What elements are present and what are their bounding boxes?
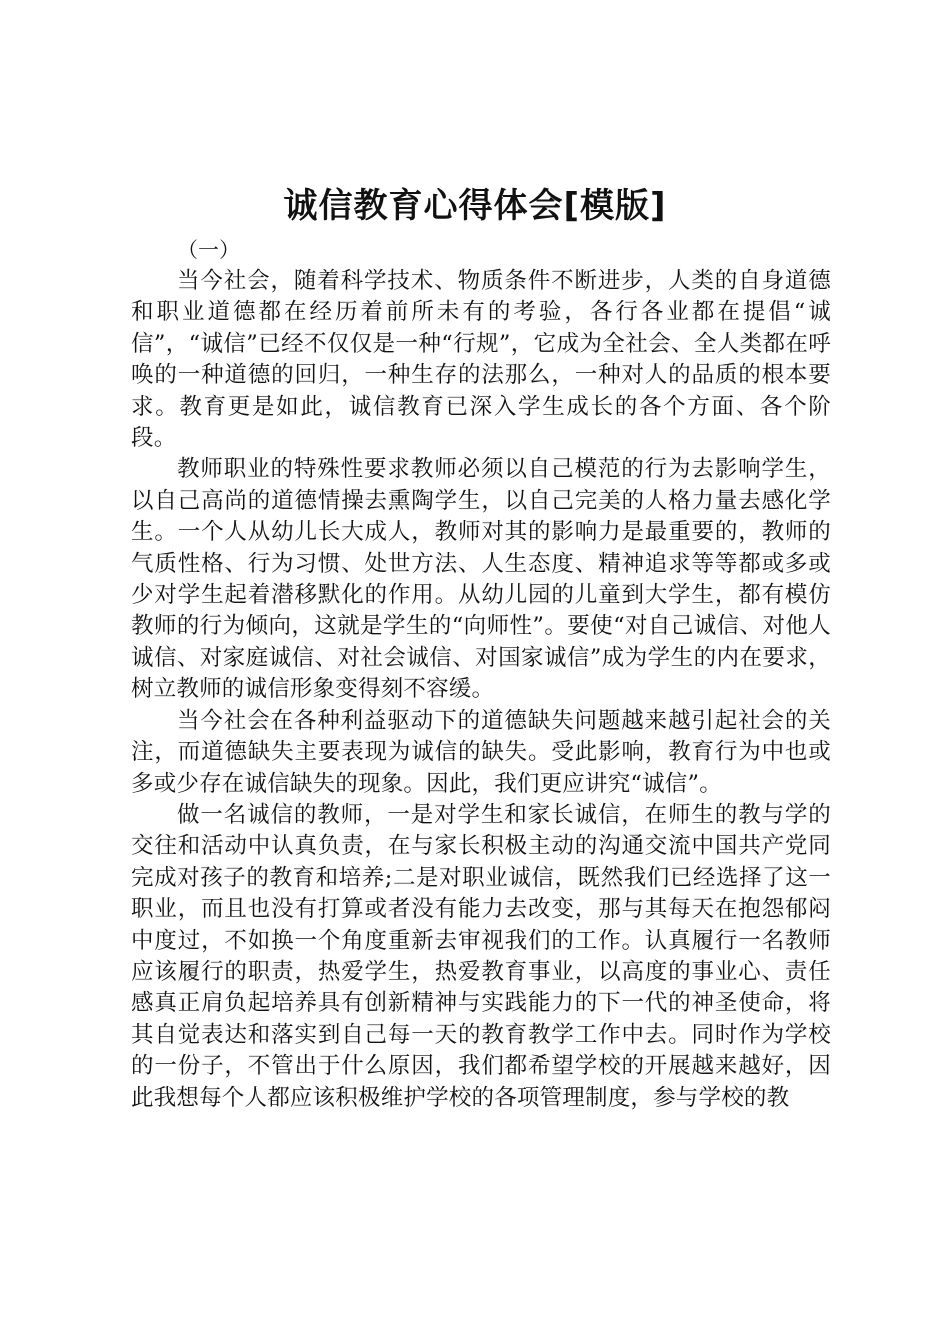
paragraph-2: 教师职业的特殊性要求教师必须以自己模范的行为去影响学生，以自己高尚的道德情操去熏陶学生，以自己完美的人格力量去感化学生。一个人从幼儿长大成人，教师对其的影响力是最重要的，教师的气质性格、行为习惯、处世方法、人生态度、精神追求等等都或多或少对学生起着潜移默化的作用。从幼儿园的儿童到大学生，都有模仿教师的行为倾向，这就是学生的“向师性”。要使“对自己诚信、对他人诚信、对家庭诚信、对社会诚信、对国家诚信”成为学生的内在要求，树立教师的诚信形象变得刻不容缓。 [131,456,831,703]
document-title: 诚信教育心得体会[模版] [283,186,667,226]
paragraph-4: 做一名诚信的教师，一是对学生和家长诚信，在师生的教与学的交往和活动中认真负责，在与家长积极主动的沟通交流中国共产党同完成对孩子的教育和培养;二是对职业诚信，既然我们已经选择了这一职业，而且也没有打算或者没有能力去改变，那与其每天在抱怨郁闷中度过，不如换一个角度重新去审视我们的工作。认真履行一名教师应该履行的职责，热爱学生，热爱教育事业，以高度的事业心、责任感真正肩负起培养具有创新精神与实践能力的下一代的神圣使命，将其自觉表达和落实到自己每一天的教育教学工作中去。同时作为学校的一份子，不管出于什么原因，我们都希望学校的开展越来越好，因此我想每个人都应该积极维护学校的各项管理制度，参与学校的教 [131,801,831,1111]
paragraph-3: 当今社会在各种利益驱动下的道德缺失问题越来越引起社会的关注，而道德缺失主要表现为诚信的缺失。受此影响，教育行为中也或多或少存在诚信缺失的现象。因此，我们更应讲究“诚信”。 [131,707,831,797]
section-label: （一） [177,238,240,262]
paragraph-1: 当今社会，随着科学技术、物质条件不断进步，人类的自身道德和职业道德都在经历着前所未有的考验，各行各业都在提倡“诚信”，“诚信”已经不仅仅是一种“行规”，它成为全社会、全人类都在呼唤的一种道德的回归，一种生存的法那么，一种对人的品质的根本要求。教育更是如此，诚信教育已深入学生成长的各个方面、各个阶段。 [131,268,831,452]
document-body [131,234,831,1114]
